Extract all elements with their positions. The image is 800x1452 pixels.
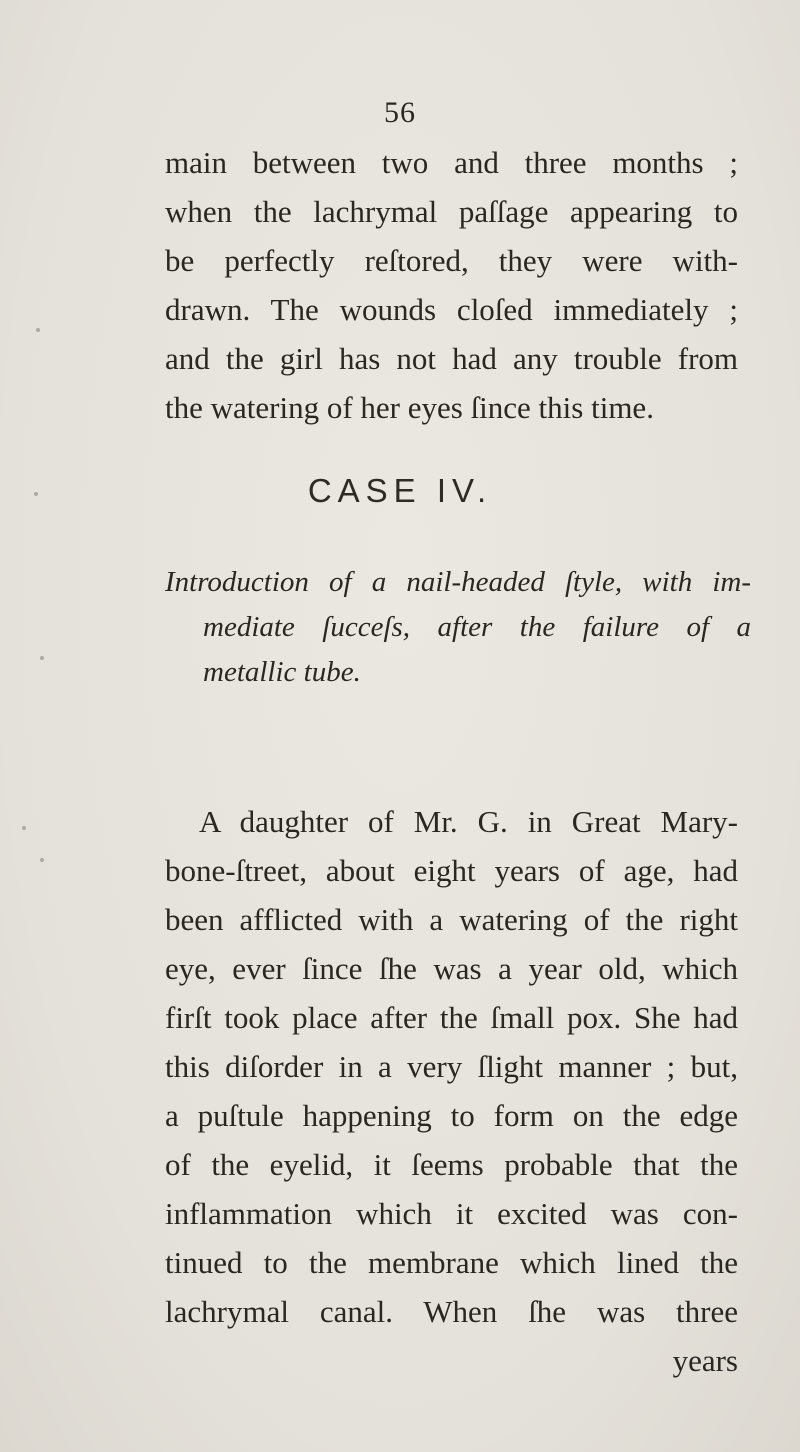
catchword: years [672,1343,738,1378]
subtitle-line: metallic tube. [203,656,361,688]
text-line: tinued to the membrane which lined the [165,1245,738,1280]
page-number: 56 [384,96,416,129]
subtitle-line: mediate ſucceſs, after the failure of a [203,611,751,643]
case-heading: CASE IV. [307,472,493,509]
paragraph-continued [165,138,738,432]
subtitle-line: Introduction of a nail-headed ſtyle, with im- [165,566,751,598]
text-line: of the eyelid, it ſeems probable that the [165,1147,738,1182]
text-line: this diſorder in a very ſlight manner ; but, [165,1049,738,1084]
text-line: and the girl has not had any trouble from [165,341,738,376]
text-line: the watering of her eyes ſince this time. [165,390,654,425]
text-line: inflammation which it excited was con- [165,1196,738,1231]
case-subtitle [0,560,800,695]
text-line: be perfectly reſtored, they were with- [165,243,738,278]
text-line: when the lachrymal paſſage appearing to [165,194,738,229]
text-line: lachrymal canal. When ſhe was three [165,1294,738,1329]
text-line: bone-ſtreet, about eight years of age, had [165,853,738,888]
case-paragraph [165,797,738,1385]
text-line: eye, ever ſince ſhe was a year old, which [165,951,738,986]
paper-speck [40,656,44,660]
paper-speck [40,858,44,862]
text-line: drawn. The wounds cloſed immediately ; [165,292,738,327]
text-line: A daughter of Mr. G. in Great Mary- [199,804,738,839]
paper-speck [22,826,26,830]
text-line: firſt took place after the ſmall pox. She had [165,1000,738,1035]
text-line: a puſtule happening to form on the edge [165,1098,738,1133]
text-line: main between two and three months ; [165,145,738,180]
text-line: been afflicted with a watering of the right [165,902,738,937]
paper-speck [34,492,38,496]
paper-speck [36,328,40,332]
